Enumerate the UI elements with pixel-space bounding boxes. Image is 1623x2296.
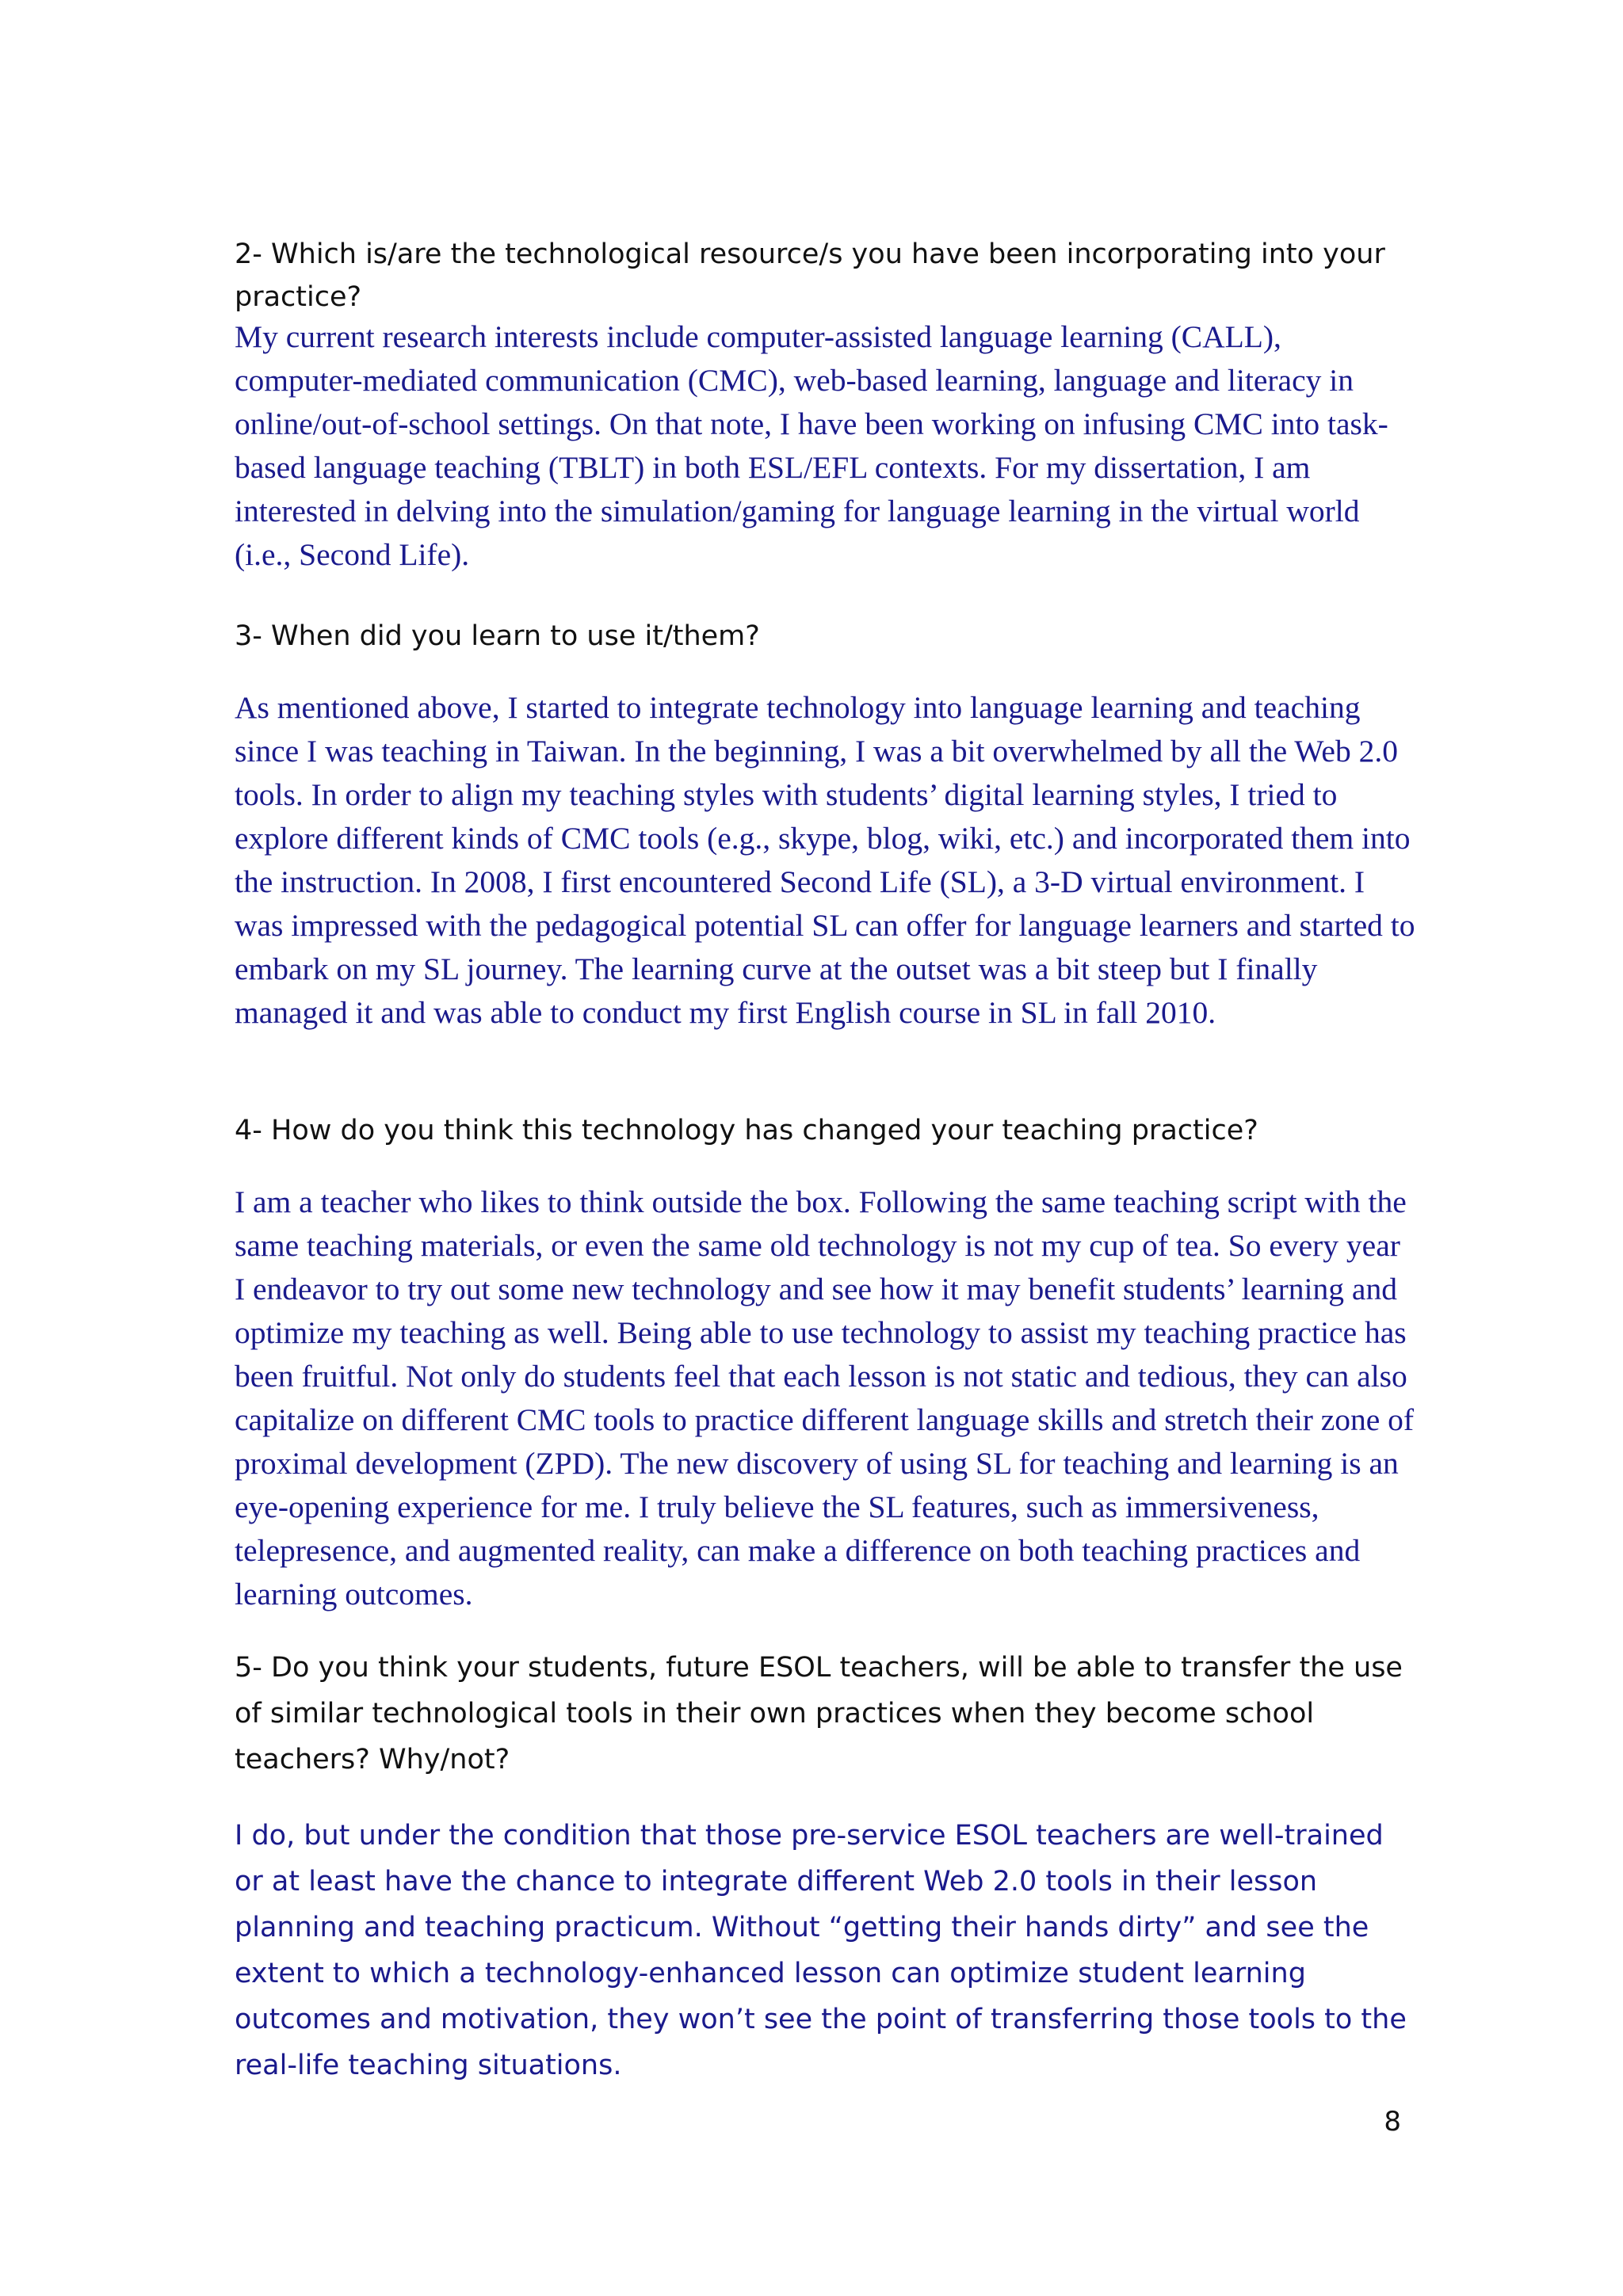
answer-2: My current research interests include computer-assisted language learning (CALL), computer-mediated communication (CMC), web-based learning, language and literacy in online/out-of-school settings. On that note, I have been working on infusing CMC into task-based language teaching (TBLT) in both ESL/EFL contexts. For my dissertation, I am interested in delving into the simulation/gaming for language learning in the virtual world (i.e., Second Life).: [235, 319, 1388, 572]
question-3: 3- When did you learn to use it/them?: [235, 620, 760, 652]
answer-5: I do, but under the condition that those pre-service ESOL teachers are well-trained or at least have the chance to integrate different Web 2.0 tools in their lesson planning and teaching practicum. Without “getting their hands dirty” and see the extent to which a technology-enhanced lesson can optimize student learning outcomes and motivation, they won’t see the point of transferring those tools to the real-life teaching situations.: [235, 1820, 1407, 2081]
answer-4: I am a teacher who likes to think outside the box. Following the same teaching script with the same teaching materials, or even the same old technology is not my cup of tea. So every year I endeavor to try out some new technology and see how it may benefit students’ learning and optimize my teaching as well. Being able to use technology to assist my teaching practice has been fruitful. Not only do students feel that each lesson is not static and tedious, they can also capitalize on different CMC tools to practice different language skills and stretch their zone of proximal development (ZPD). The new discovery of using SL for teaching and learning is an eye-opening experience for me. I truly believe the SL features, such as immersiveness, telepresence, and augmented reality, can make a difference on both teaching practices and learning outcomes.: [235, 1184, 1415, 1611]
answer-3: As mentioned above, I started to integrate technology into language learning and teaching since I was teaching in Taiwan. In the beginning, I was a bit overwhelmed by all the Web 2.0 tools. In order to align my teaching styles with students’ digital learning styles, I tried to explore different kinds of CMC tools (e.g., skype, blog, wiki, etc.) and incorporated them into the instruction. In 2008, I first encountered Second Life (SL), a 3-D virtual environment. I was impressed with the pedagogical potential SL can offer for language learners and started to embark on my SL journey. The learning curve at the outset was a bit steep but I finally managed it and was able to conduct my first English course in SL in fall 2010.: [235, 690, 1415, 1030]
question-4: 4- How do you think this technology has changed your teaching practice?: [235, 1115, 1258, 1146]
question-5: 5- Do you think your students, future ESOL teachers, will be able to transfer the use of similar technological tools in their own practices when they become school teachers? Why/not?: [235, 1652, 1403, 1775]
question-2: 2- Which is/are the technological resource/s you have been incorporating into your practice?: [235, 238, 1385, 313]
page-number: 8: [1384, 2106, 1401, 2138]
